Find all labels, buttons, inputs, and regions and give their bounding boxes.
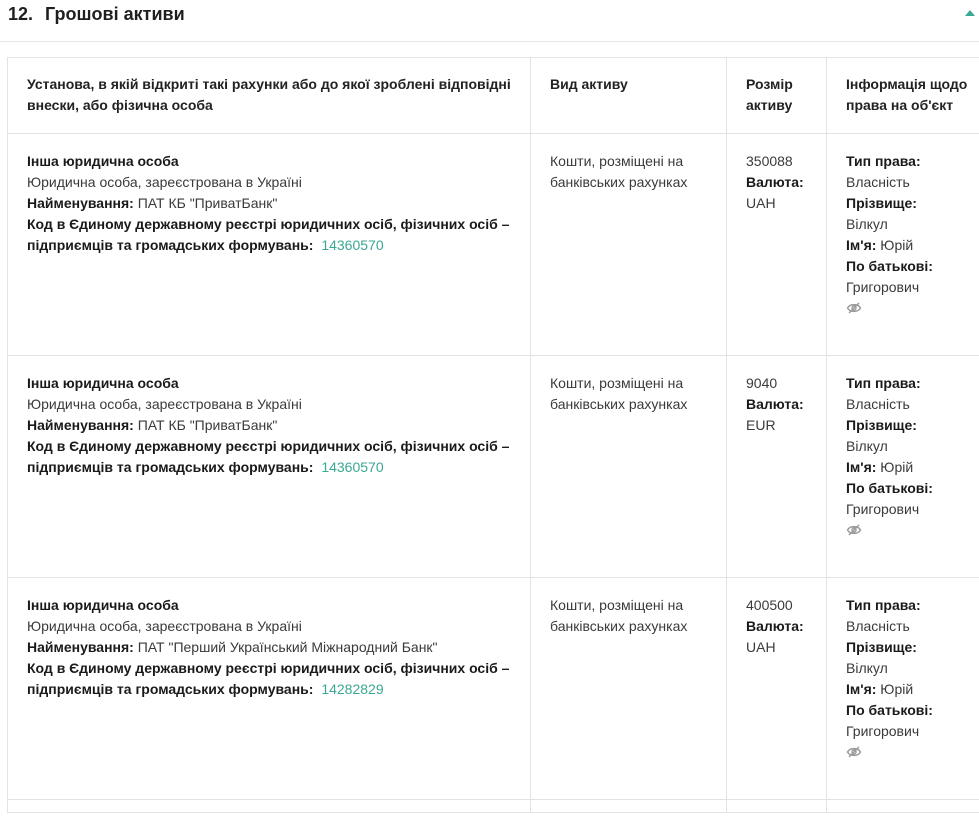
name-label: Найменування:: [27, 195, 134, 211]
right-type-value: Власність: [846, 396, 910, 412]
code-label: Код в Єдиному державному реєстрі юридичних осіб, фізичних осіб – підприємців та громадських формувань:: [27, 438, 510, 475]
amount-value: 9040: [746, 375, 778, 391]
entity-type: Інша юридична особа: [27, 597, 179, 613]
patronymic-value: Григорович: [846, 723, 920, 739]
table-body: [8, 134, 979, 813]
registration-status: Юридична особа, зареєстрована в Україні: [27, 396, 302, 412]
edrpou-code: 14360570: [321, 237, 384, 253]
surname-label: Прізвище:: [846, 417, 917, 433]
eye-slash-icon[interactable]: [846, 302, 862, 314]
section-header: [0, 0, 979, 42]
cell-right-info: [827, 134, 979, 356]
right-type-value: Власність: [846, 174, 910, 190]
header-asset-type: Вид активу: [531, 58, 727, 134]
cell-amount: [727, 356, 827, 578]
code-label: Код в Єдиному державному реєстрі юридичних осіб, фізичних осіб – підприємців та громадських формувань:: [27, 660, 510, 697]
section-title: [8, 2, 185, 26]
institution-name: ПАТ КБ "ПриватБанк": [137, 417, 278, 433]
first-name-value: Юрій: [880, 459, 914, 475]
entity-type: Інша юридична особа: [27, 153, 179, 169]
surname-value: Вілкул: [846, 660, 888, 676]
header-amount: Розмір активу: [727, 58, 827, 134]
institution-name: ПАТ КБ "ПриватБанк": [137, 195, 278, 211]
name-label: Найменування:: [27, 639, 134, 655]
surname-label: Прізвище:: [846, 195, 917, 211]
header-institution: Установа, в якій відкриті такі рахунки або до якої зроблені відповідні внески, або фізична особа: [8, 58, 531, 134]
currency-label: Валюта:: [746, 396, 804, 412]
table-header-row: [8, 58, 979, 134]
institution-name: ПАТ "Перший Український Міжнародний Банк": [137, 639, 438, 655]
right-type-label: Тип права:: [846, 597, 921, 613]
cell-empty: [531, 800, 727, 813]
edrpou-code: 14360570: [321, 459, 384, 475]
cell-amount: [727, 134, 827, 356]
cell-empty: [727, 800, 827, 813]
currency-value: EUR: [746, 417, 776, 433]
right-type-label: Тип права:: [846, 153, 921, 169]
patronymic-value: Григорович: [846, 279, 920, 295]
section-number: 12.: [8, 4, 34, 24]
patronymic-value: Григорович: [846, 501, 920, 517]
first-name-label: Ім'я:: [846, 681, 877, 697]
cell-institution: [8, 134, 531, 356]
right-type-value: Власність: [846, 618, 910, 634]
cell-institution: [8, 578, 531, 800]
table-row: [8, 578, 979, 800]
eye-slash-icon[interactable]: [846, 746, 862, 758]
table-row: [8, 134, 979, 356]
section-title-text: Грошові активи: [45, 4, 185, 24]
first-name-label: Ім'я:: [846, 237, 877, 253]
patronymic-label: По батькові:: [846, 480, 933, 496]
cell-asset-type: Кошти, розміщені на банківських рахунках: [531, 134, 727, 356]
edrpou-code: 14282829: [321, 681, 384, 697]
cell-empty: [827, 800, 979, 813]
chevron-up-icon[interactable]: [964, 8, 976, 18]
surname-value: Вілкул: [846, 216, 888, 232]
eye-slash-icon[interactable]: [846, 524, 862, 536]
amount-value: 400500: [746, 597, 793, 613]
surname-value: Вілкул: [846, 438, 888, 454]
name-label: Найменування:: [27, 417, 134, 433]
patronymic-label: По батькові:: [846, 258, 933, 274]
currency-label: Валюта:: [746, 174, 804, 190]
registration-status: Юридична особа, зареєстрована в Україні: [27, 174, 302, 190]
patronymic-label: По батькові:: [846, 702, 933, 718]
currency-value: UAH: [746, 195, 776, 211]
cell-right-info: [827, 356, 979, 578]
first-name-value: Юрій: [880, 237, 914, 253]
currency-label: Валюта:: [746, 618, 804, 634]
cell-asset-type: Кошти, розміщені на банківських рахунках: [531, 578, 727, 800]
entity-type: Інша юридична особа: [27, 375, 179, 391]
table-row: [8, 356, 979, 578]
cell-institution: [8, 356, 531, 578]
cell-asset-type: Кошти, розміщені на банківських рахунках: [531, 356, 727, 578]
first-name-label: Ім'я:: [846, 459, 877, 475]
first-name-value: Юрій: [880, 681, 914, 697]
right-type-label: Тип права:: [846, 375, 921, 391]
cell-empty: [8, 800, 531, 813]
currency-value: UAH: [746, 639, 776, 655]
cell-right-info: [827, 578, 979, 800]
cell-amount: [727, 578, 827, 800]
amount-value: 350088: [746, 153, 793, 169]
surname-label: Прізвище:: [846, 639, 917, 655]
registration-status: Юридична особа, зареєстрована в Україні: [27, 618, 302, 634]
cash-assets-table: [7, 57, 979, 813]
code-label: Код в Єдиному державному реєстрі юридичних осіб, фізичних осіб – підприємців та громадських формувань:: [27, 216, 510, 253]
table-row-partial: [8, 800, 979, 813]
header-right-info: Інформація щодо права на об'єкт: [827, 58, 979, 134]
